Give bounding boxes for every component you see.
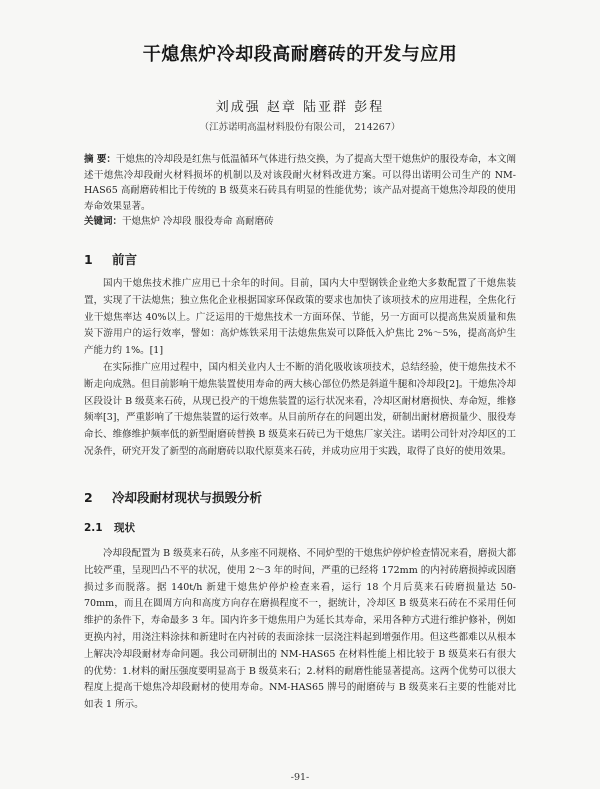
section-heading-2 <box>84 488 262 506</box>
keywords-label: 关键词： <box>84 216 123 227</box>
abstract-label: 摘 要： <box>84 154 116 165</box>
paragraph: 冷却段配置为 B 级莫来石砖，从多座不同规格、不同炉型的干熄焦炉停炉检查情况来看，磨损大都比较严重，呈现凹凸不平的状况，使用 2～3 年的时间，严重的已经将 172mm 的内衬砖磨损掉或因磨损过多而脱落。据 140t/h 新建干熄焦炉停炉检查来看，运行 18 个月后莫来石砖磨损量达 50-70mm，而且在圆周方向和高度方向存在磨损程度不一，据统计，冷却区 B 级莫来石砖在不采用任何维护的条件下，寿命最多 3 年。国内许多干熄焦用户为延长其寿命，采用各种方式进行维护修补，例如更换内衬，用浇注料涂抹和新建时在内衬砖的表面涂抹一层浇注料起到增强作用。但这些都难以从根本上解决冷却段耐材寿命问题。我公司研制出的 NM-HAS65 在材料性能上相比较于 B 级莫来石有很大的优势：1.材料的耐压强度要明显高于 B 级莫来石；2.材料的耐磨性能显著提高。这两个优势可以很大程度上提高干熄焦冷却段耐材的使用寿命。NM-HAS65 牌号的耐磨砖与 B 级莫来石主要的性能对比如表 1 所示。 <box>84 548 516 711</box>
page-number: -91- <box>290 772 310 783</box>
section-heading-1 <box>84 250 137 268</box>
abstract <box>84 152 516 214</box>
section-number: 2 <box>84 490 93 505</box>
keywords-text: 干熄焦炉 冷却段 服役寿命 高耐磨砖 <box>122 216 274 227</box>
author-list: 刘成强 赵章 陆亚群 彭程 <box>215 100 385 115</box>
keywords <box>84 214 516 229</box>
section-title: 前言 <box>112 252 138 267</box>
paragraph: 国内干熄焦技术推广应用已十余年的时间。目前，国内大中型钢铁企业绝大多数配置了干熄焦装置，实现了干法熄焦；独立焦化企业根据国家环保政策的要求也加快了该项技术的应用进程，全焦化行业干熄焦率达 40%以上。广泛运用的干熄焦技术一方面环保、节能，另一方面可以提高焦炭质量和焦炭下游用户的运行效率，譬如：高炉炼铁采用干法熄焦焦炭可以降低入炉焦比 2%～5%，提高高炉生产能力约 1%。[1] <box>84 278 516 357</box>
paper-title: 干熄焦炉冷却段高耐磨砖的开发与应用 <box>142 44 458 65</box>
section-number: 1 <box>84 252 93 267</box>
section-title: 冷却段耐材现状与损毁分析 <box>112 490 263 505</box>
subsection-number: 2.1 <box>84 522 103 534</box>
subsection-heading-2-1 <box>84 520 135 535</box>
abstract-text: 干熄焦的冷却段是红焦与低温循环气体进行热交换，为了提高大型干熄焦炉的服役寿命，本文阐述干熄焦冷却段耐火材料损坏的机制以及对该段耐火材料改进方案。可以得出诺明公司生产的 NM-HAS65 高耐磨砖相比于传统的 B 级莫来石砖具有明显的性能优势；该产品对提高干熄焦冷却段的使用寿命效果显著。 <box>84 154 516 212</box>
affiliation: （江苏诺明高温材料股份有限公司， 214267） <box>199 122 401 133</box>
subsection-title: 现状 <box>114 522 135 534</box>
paragraph: 在实际推广应用过程中，国内相关业内人士不断的消化吸收该项技术，总结经验，使干熄焦技术不断走向成熟。但目前影响干熄焦装置使用寿命的两大核心部位仍然是斜道牛腿和冷却段[2]。干熄焦冷却区段设计 B 级莫来石砖，从现已投产的干熄焦装置的运行状况来看，冷却区耐材磨损快、寿命短，维修频率[3]，严重影响了干熄焦装置的运行效率。从目前所存在的问题出发，研制出耐材磨损量少、服役寿命长、维修维护频率低的新型耐磨砖替换 B 级莫来石砖已为干熄焦厂家关注。诺明公司针对冷却区的工况条件，研究开发了新型的高耐磨砖以取代原莫来石砖，并成功应用于实践，取得了良好的使用效果。 <box>84 362 516 457</box>
